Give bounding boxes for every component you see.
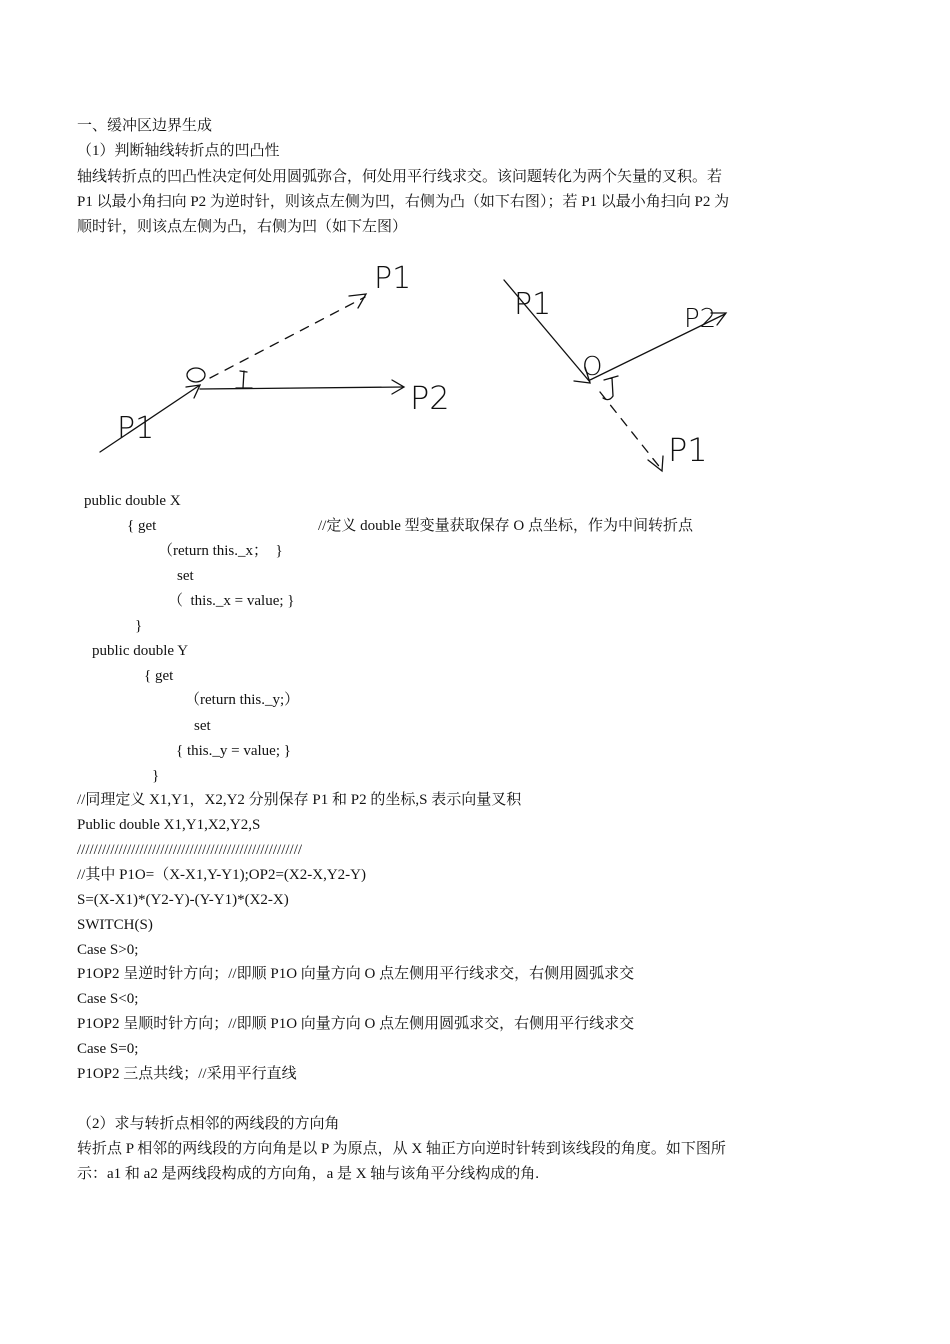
left-dashed-extension [210, 297, 365, 378]
code-line-15: ////////////////////////////////////////////////////// [77, 842, 303, 858]
code-line-6: } [135, 618, 143, 634]
code-line-21: Case S<0; [77, 991, 139, 1007]
code-line-8: { get [144, 668, 174, 684]
section1-para-line3: 顺时针，则该点左侧为凸，右侧为凹（如下左图） [77, 219, 408, 235]
code-line-14: Public double X1,Y1,X2,Y2,S [77, 817, 261, 833]
code-line-19: Case S>0; [77, 942, 139, 958]
right-arrowhead-dashed [648, 456, 663, 471]
code-comment-x: //定义 double 型变量获取保存 O 点坐标，作为中间转折点 [318, 518, 693, 534]
right-label-p2: P2 [684, 304, 717, 334]
code-line-3: （return this._x； } [158, 543, 283, 559]
code-line-4: set [177, 568, 194, 584]
code-line-1: public double X [84, 493, 181, 509]
code-line-24: P1OP2 三点共线；//采用平行直线 [77, 1066, 297, 1082]
section1-para-line1: 轴线转折点的凹凸性决定何处用圆弧弥合，何处用平行线求交。该问题转化为两个矢量的叉积。若 [77, 169, 723, 185]
code-line-2: { get [127, 518, 157, 534]
code-line-9: （return this._y;） [185, 692, 300, 708]
code-line-10: set [194, 718, 211, 734]
section1-para-line2: P1 以最小角扫向 P2 为逆时针，则该点左侧为凹，右侧为凸（如下右图）；若 P1 以最小角扫向 P2 为 [77, 194, 730, 210]
section1-title: （1）判断轴线转折点的凹凸性 [77, 143, 280, 159]
left-label-o [188, 362, 199, 378]
section2-para-line2: 示：a1 和 a2 是两线段构成的方向角，a 是 X 轴与该角平分线构成的角. [77, 1166, 540, 1182]
heading: 一、缓冲区边界生成 [77, 118, 213, 134]
right-label-p1-top: P1 [514, 287, 552, 322]
code-line-20: P1OP2 呈逆时针方向；//即顺 P1O 向量方向 O 点左侧用平行线求交，右侧用圆弧求交 [77, 966, 635, 982]
code-line-11: { this._y = value; } [176, 743, 291, 759]
left-angle-mark [236, 371, 252, 388]
left-label-p1-bottom: P1 [117, 411, 155, 446]
left-segment-o-p2 [200, 387, 403, 389]
section2-para-line1: 转折点 P 相邻的两线段的方向角是以 P 为原点，从 X 轴正方向逆时针转到该线段的角度。如下图所 [77, 1141, 726, 1157]
code-line-22: P1OP2 呈顺时针方向；//即顺 P1O 向量方向 O 点左侧用圆弧求交，右侧用平行线求交 [77, 1016, 635, 1032]
left-arrowhead-dashed [349, 294, 366, 308]
section2-title: （2）求与转折点相邻的两线段的方向角 [77, 1116, 340, 1132]
left-label-p1-top: P1 [374, 261, 412, 296]
code-line-12: } [152, 768, 160, 784]
code-line-16: //其中 P1O=（X-X1,Y-Y1);OP2=(X2-X,Y2-Y) [77, 867, 366, 883]
code-line-7: public double Y [92, 643, 189, 659]
code-line-17: S=(X-X1)*(Y2-Y)-(Y-Y1)*(X2-X) [77, 892, 289, 908]
code-line-18: SWITCH(S) [77, 917, 153, 933]
code-line-13: //同理定义 X1,Y1，X2,Y2 分别保存 P1 和 P2 的坐标,S 表示向量叉积 [77, 792, 522, 808]
right-label-p1-bottom: P1 [668, 431, 708, 469]
right-angle-mark [603, 376, 618, 400]
code-line-23: Case S=0; [77, 1041, 139, 1057]
left-label-p2: P2 [410, 379, 450, 417]
code-line-5: （ this._x = value; } [168, 593, 295, 609]
right-label-o: O [582, 352, 603, 382]
right-dashed-extension [600, 392, 662, 470]
